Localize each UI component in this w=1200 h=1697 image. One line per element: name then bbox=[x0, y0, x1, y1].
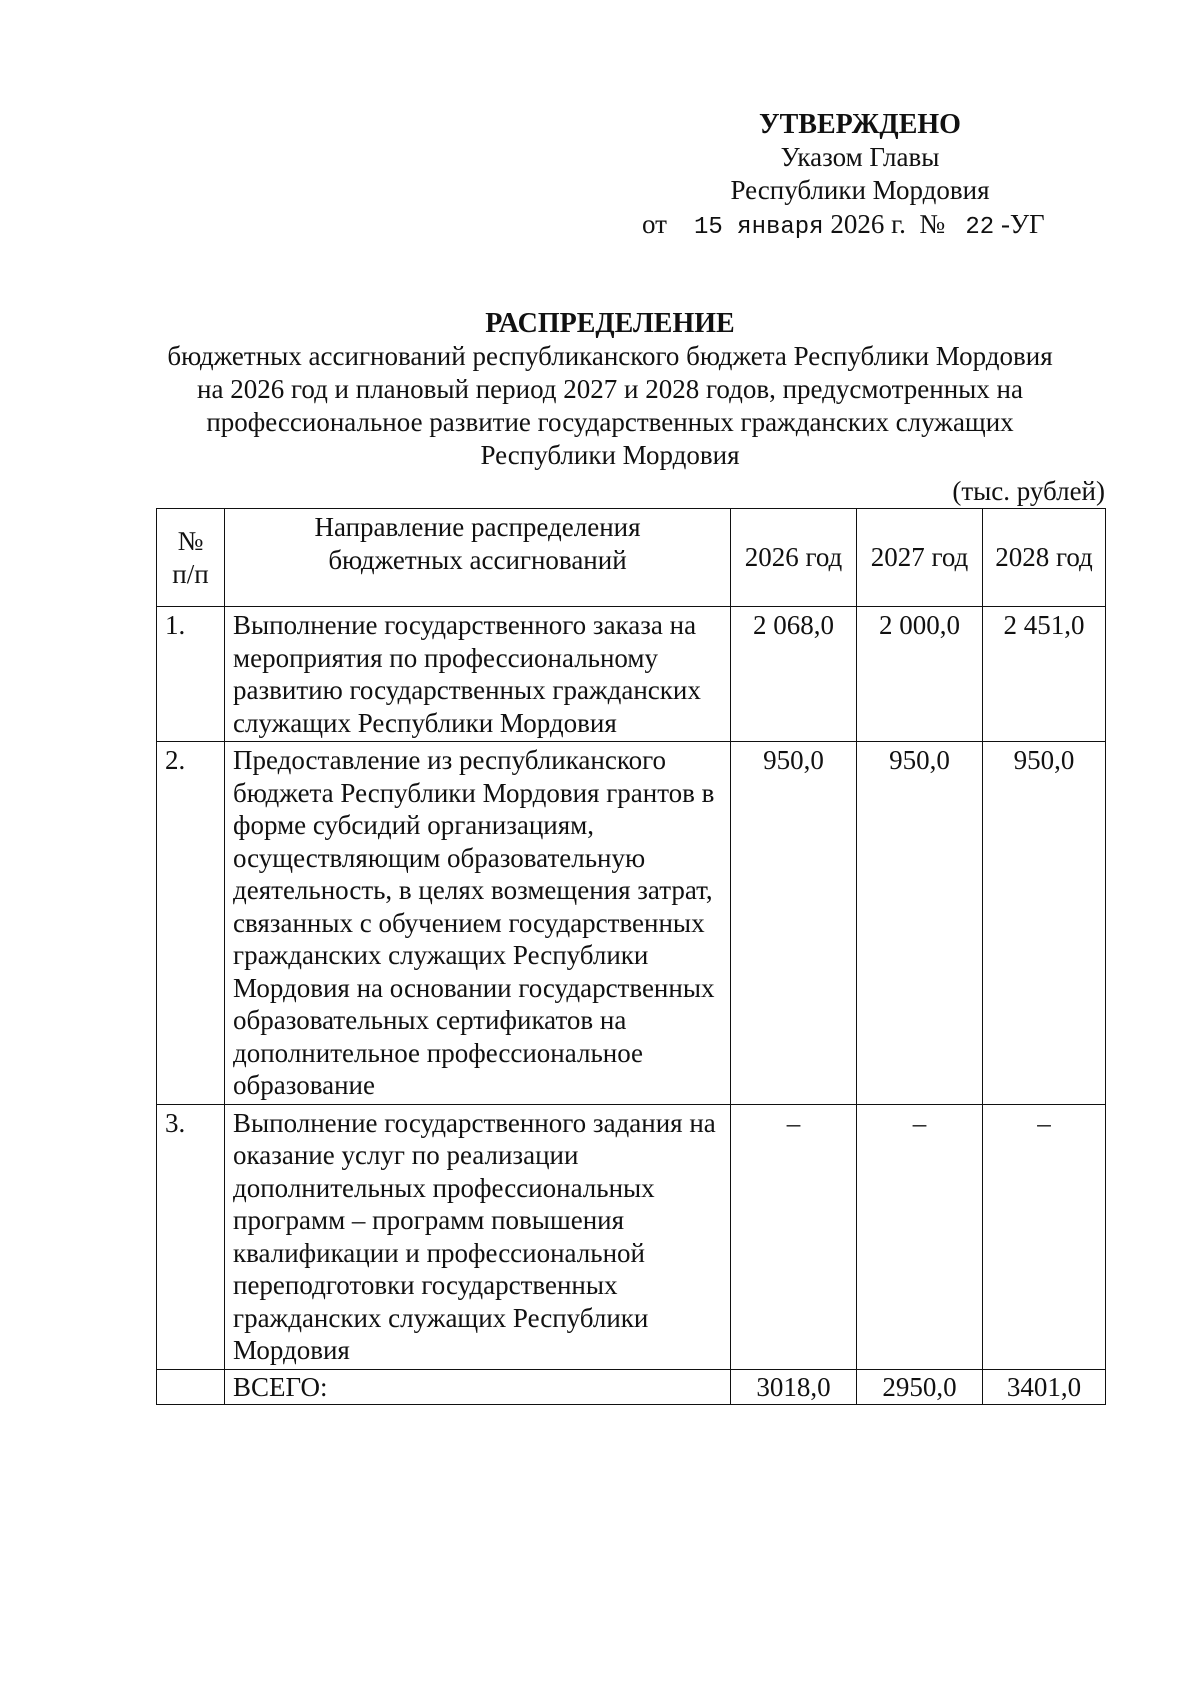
row-number: 2. bbox=[157, 742, 225, 1105]
row-value-2027: 950,0 bbox=[857, 742, 983, 1105]
decree-number: 22 bbox=[965, 214, 995, 241]
row-value-2028: 950,0 bbox=[983, 742, 1106, 1105]
allocation-table bbox=[156, 508, 1106, 1405]
row-direction-text: Выполнение государственного задания на оказание услуг по реализации дополнительных профессиональных программ – программ повышения квалификации и профессиональной переподготовки государственных гражданских служащих Республики Мордовия bbox=[225, 1104, 731, 1369]
approval-line-decree: Указом Главы bbox=[780, 142, 940, 172]
decree-suffix: -УГ bbox=[1000, 209, 1045, 239]
total-number-empty bbox=[157, 1369, 225, 1404]
decree-number-sign: № bbox=[919, 209, 946, 239]
row-value-2026: – bbox=[731, 1104, 857, 1369]
row-value-2026: 950,0 bbox=[731, 742, 857, 1105]
heading-line-2: на 2026 год и плановый период 2027 и 2028 годов, предусмотренных на bbox=[197, 374, 1023, 404]
decree-date-number-line bbox=[642, 208, 1045, 244]
header-number-sign: № bbox=[177, 526, 204, 556]
row-number: 3. bbox=[157, 1104, 225, 1369]
row-direction-text: Предоставление из республиканского бюджета Республики Мордовия грантов в форме субсидий организациям, осуществляющим образовательную деятельность, в целях возмещения затрат, связанных с обучением государственных гражданских служащих Республики Мордовия на основании государственных образовательных сертификатов на дополнительное профессиональное образование bbox=[225, 742, 731, 1105]
row-value-2026: 2 068,0 bbox=[731, 607, 857, 742]
total-value-2026: 3018,0 bbox=[731, 1369, 857, 1404]
decree-year: 2026 г. bbox=[830, 209, 906, 239]
header-number bbox=[157, 509, 225, 607]
row-direction-text: Выполнение государственного заказа на мероприятия по профессиональному развитию государственных гражданских служащих Республики Мордовия bbox=[225, 607, 731, 742]
total-label: ВСЕГО: bbox=[225, 1369, 731, 1404]
table-row bbox=[157, 742, 1106, 1105]
header-number-abbr: п/п bbox=[172, 558, 209, 589]
header-year-2027: 2027 год bbox=[857, 509, 983, 607]
total-value-2027: 2950,0 bbox=[857, 1369, 983, 1404]
approval-stamp-block bbox=[600, 108, 1120, 241]
row-value-2027: 2 000,0 bbox=[857, 607, 983, 742]
row-value-2028: 2 451,0 bbox=[983, 607, 1106, 742]
heading-line-3: профессиональное развитие государственных гражданских служащих bbox=[206, 407, 1014, 437]
row-value-2028: – bbox=[983, 1104, 1106, 1369]
table-total-row bbox=[157, 1369, 1106, 1404]
decree-from-label: от bbox=[642, 209, 667, 239]
table-header-row bbox=[157, 509, 1106, 607]
header-year-2028: 2028 год bbox=[983, 509, 1106, 607]
header-year-2026: 2026 год bbox=[731, 509, 857, 607]
approval-line-republic: Республики Мордовия bbox=[730, 175, 990, 205]
decree-date: 15 января bbox=[693, 214, 824, 241]
header-direction bbox=[225, 509, 731, 607]
document-heading bbox=[140, 307, 1080, 472]
header-direction-line-2: бюджетных ассигнований bbox=[328, 544, 627, 575]
header-direction-line-1: Направление распределения bbox=[314, 512, 641, 542]
table-row bbox=[157, 607, 1106, 742]
heading-line-1: бюджетных ассигнований республиканского бюджета Республики Мордовия bbox=[167, 341, 1053, 371]
table-row bbox=[157, 1104, 1106, 1369]
row-value-2027: – bbox=[857, 1104, 983, 1369]
row-number: 1. bbox=[157, 607, 225, 742]
approval-title: УТВЕРЖДЕНО bbox=[759, 109, 961, 140]
heading-line-4: Республики Мордовия bbox=[480, 440, 740, 470]
total-value-2028: 3401,0 bbox=[983, 1369, 1106, 1404]
document-title: РАСПРЕДЕЛЕНИЕ bbox=[485, 308, 735, 339]
units-note: (тыс. рублей) bbox=[952, 476, 1105, 506]
